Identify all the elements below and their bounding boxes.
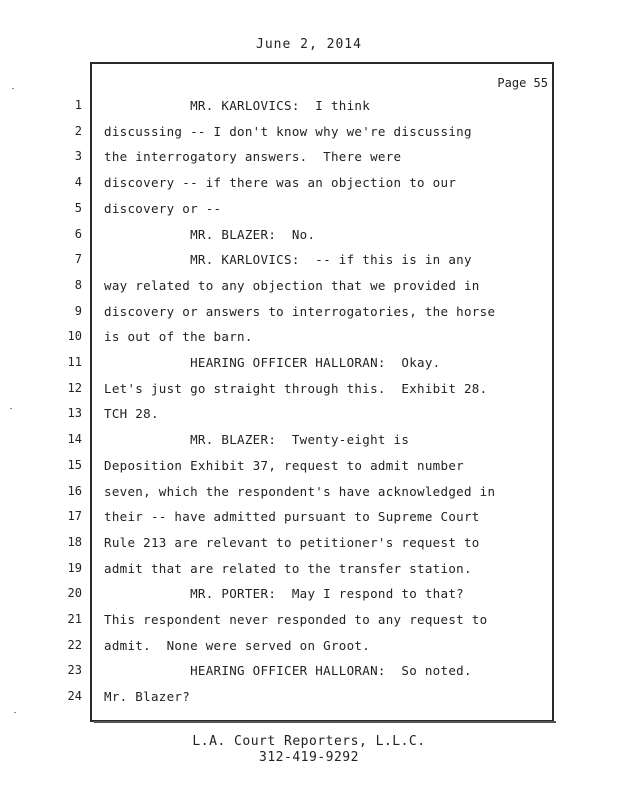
transcript-line: discussing -- I don't know why we're discussing (104, 124, 472, 139)
line-number: 5 (74, 201, 82, 215)
line-number: 24 (67, 689, 82, 703)
transcript-line: discovery or answers to interrogatories, the horse (104, 304, 496, 319)
transcript-line: admit that are related to the transfer station. (104, 561, 472, 576)
line-number: 17 (67, 509, 82, 523)
transcript-line: Deposition Exhibit 37, request to admit number (104, 458, 464, 473)
line-number: 12 (67, 381, 82, 395)
line-number: 19 (67, 561, 82, 575)
transcript-date: June 2, 2014 (256, 37, 362, 52)
line-number: 1 (74, 98, 82, 112)
transcript-line: MR. BLAZER: No. (104, 227, 316, 242)
line-number: 11 (67, 355, 82, 369)
transcript-line: MR. PORTER: May I respond to that? (104, 586, 464, 601)
transcript-line: Mr. Blazer? (104, 689, 191, 704)
line-number: 22 (67, 638, 82, 652)
transcript-line: MR. BLAZER: Twenty-eight is (104, 432, 410, 447)
transcript-line: discovery or -- (104, 201, 222, 216)
transcript-line: This respondent never responded to any request to (104, 612, 488, 627)
transcript-line: seven, which the respondent's have acknowledged in (104, 484, 496, 499)
line-number: 3 (74, 149, 82, 163)
transcript-line: HEARING OFFICER HALLORAN: So noted. (104, 663, 472, 678)
line-number: 18 (67, 535, 82, 549)
frame-bottom-rule (94, 721, 556, 723)
line-number: 13 (67, 406, 82, 420)
transcript-line: discovery -- if there was an objection to our (104, 175, 457, 190)
line-number: 10 (67, 329, 82, 343)
transcript-line: is out of the barn. (104, 329, 253, 344)
transcript-line: Let's just go straight through this. Exhibit 28. (104, 381, 488, 396)
scan-speck (14, 712, 16, 713)
transcript-line: Rule 213 are relevant to petitioner's request to (104, 535, 480, 550)
transcript-line: MR. KARLOVICS: -- if this is in any (104, 252, 472, 267)
line-number: 4 (74, 175, 82, 189)
transcript-line: TCH 28. (104, 406, 159, 421)
line-number: 2 (74, 124, 82, 138)
line-number: 21 (67, 612, 82, 626)
footer-reporter: L.A. Court Reporters, L.L.C. (192, 734, 426, 749)
line-number: 23 (67, 663, 82, 677)
transcript-line: way related to any objection that we provided in (104, 278, 480, 293)
scan-speck (10, 408, 12, 409)
transcript-line: admit. None were served on Groot. (104, 638, 371, 653)
line-number: 16 (67, 484, 82, 498)
line-number: 14 (67, 432, 82, 446)
line-number: 6 (74, 227, 82, 241)
transcript-line: MR. KARLOVICS: I think (104, 98, 371, 113)
line-number: 8 (74, 278, 82, 292)
footer-phone: 312-419-9292 (259, 750, 359, 765)
line-number: 15 (67, 458, 82, 472)
line-number: 20 (67, 586, 82, 600)
line-number: 9 (74, 304, 82, 318)
transcript-line: their -- have admitted pursuant to Supreme Court (104, 509, 480, 524)
transcript-line: the interrogatory answers. There were (104, 149, 402, 164)
page-number: Page 55 (497, 76, 548, 90)
transcript-line: HEARING OFFICER HALLORAN: Okay. (104, 355, 441, 370)
scan-speck (12, 88, 14, 89)
line-number: 7 (74, 252, 82, 266)
